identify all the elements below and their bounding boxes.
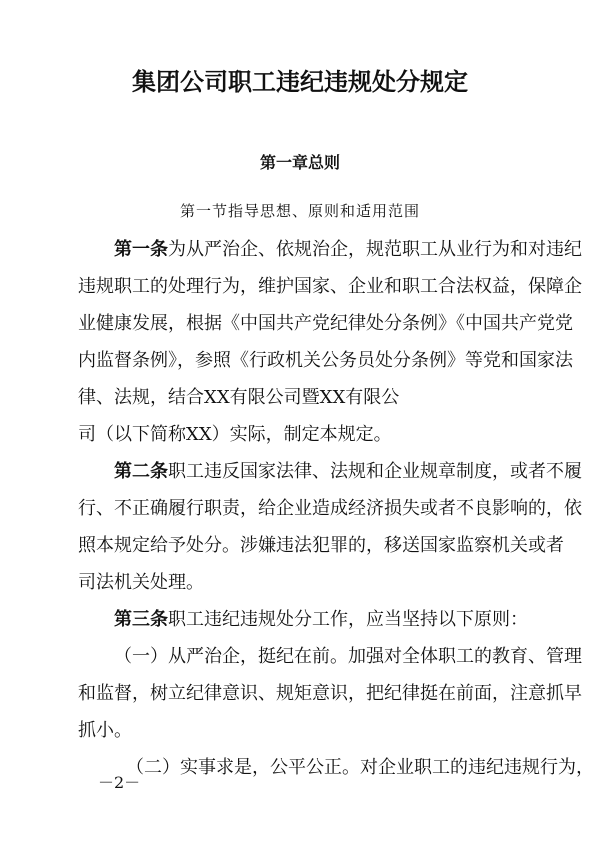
principle-1-line-1: （一）从严治企，挺纪在前。加强对全体职工的教育、管理 (114, 646, 582, 667)
article-3-heading: 第三条 (114, 609, 168, 630)
section-heading: 第一节指导思想、原则和适用范围 (179, 202, 420, 220)
principle-1-line-3: 抓小。 (78, 720, 132, 741)
article-1-line-6: 司（以下简称XX）实际，制定本规定。 (78, 424, 392, 445)
article-1-line-5: 律、法规，结合XX有限公司暨XX有限公 (78, 387, 400, 408)
article-1-line-4: 内监督条例》，参照《行政机关公务员处分条例》等党和国家法 (78, 350, 573, 371)
article-2-line-4: 司法机关处理。 (78, 572, 204, 593)
article-2-heading: 第二条 (114, 461, 168, 482)
article-2-text: 职工违反国家法律、法规和企业规章制度，或者不履 (168, 461, 582, 482)
article-2-line-1 (78, 453, 582, 490)
document-body (78, 231, 594, 786)
article-3-line-1 (78, 601, 532, 638)
article-1-line-3: 业健康发展，根据《中国共产党纪律处分条例》《中国共产党党 (78, 313, 573, 334)
article-1-heading: 第一条 (114, 239, 168, 260)
page-number: －2－ (98, 773, 141, 792)
article-2-line-3: 照本规定给予处分。涉嫌违法犯罪的，移送国家监察机关或者 (78, 535, 564, 556)
article-1-text: 为从严治企、依规治企，规范职工从业行为和对违纪 (168, 239, 582, 260)
article-2-line-2: 行、不正确履行职责，给企业造成经济损失或者不良影响的，依 (78, 498, 582, 519)
article-1-line-2: 违规职工的处理行为，维护国家、企业和职工合法权益，保障企 (78, 276, 582, 297)
principle-1-line-2: 和监督，树立纪律意识、规矩意识，把纪律挺在前面，注意抓早 (78, 683, 582, 704)
principle-2-line-1: （二）实事求是，公平公正。对企业职工的违纪违规行为， (126, 757, 594, 778)
document-title: 集团公司职工违纪违规处分规定 (132, 68, 468, 96)
article-1-line-1 (78, 231, 582, 268)
chapter-heading: 第一章总则 (259, 153, 340, 172)
article-3-text: 职工违纪违规处分工作，应当坚持以下原则： (168, 609, 528, 630)
